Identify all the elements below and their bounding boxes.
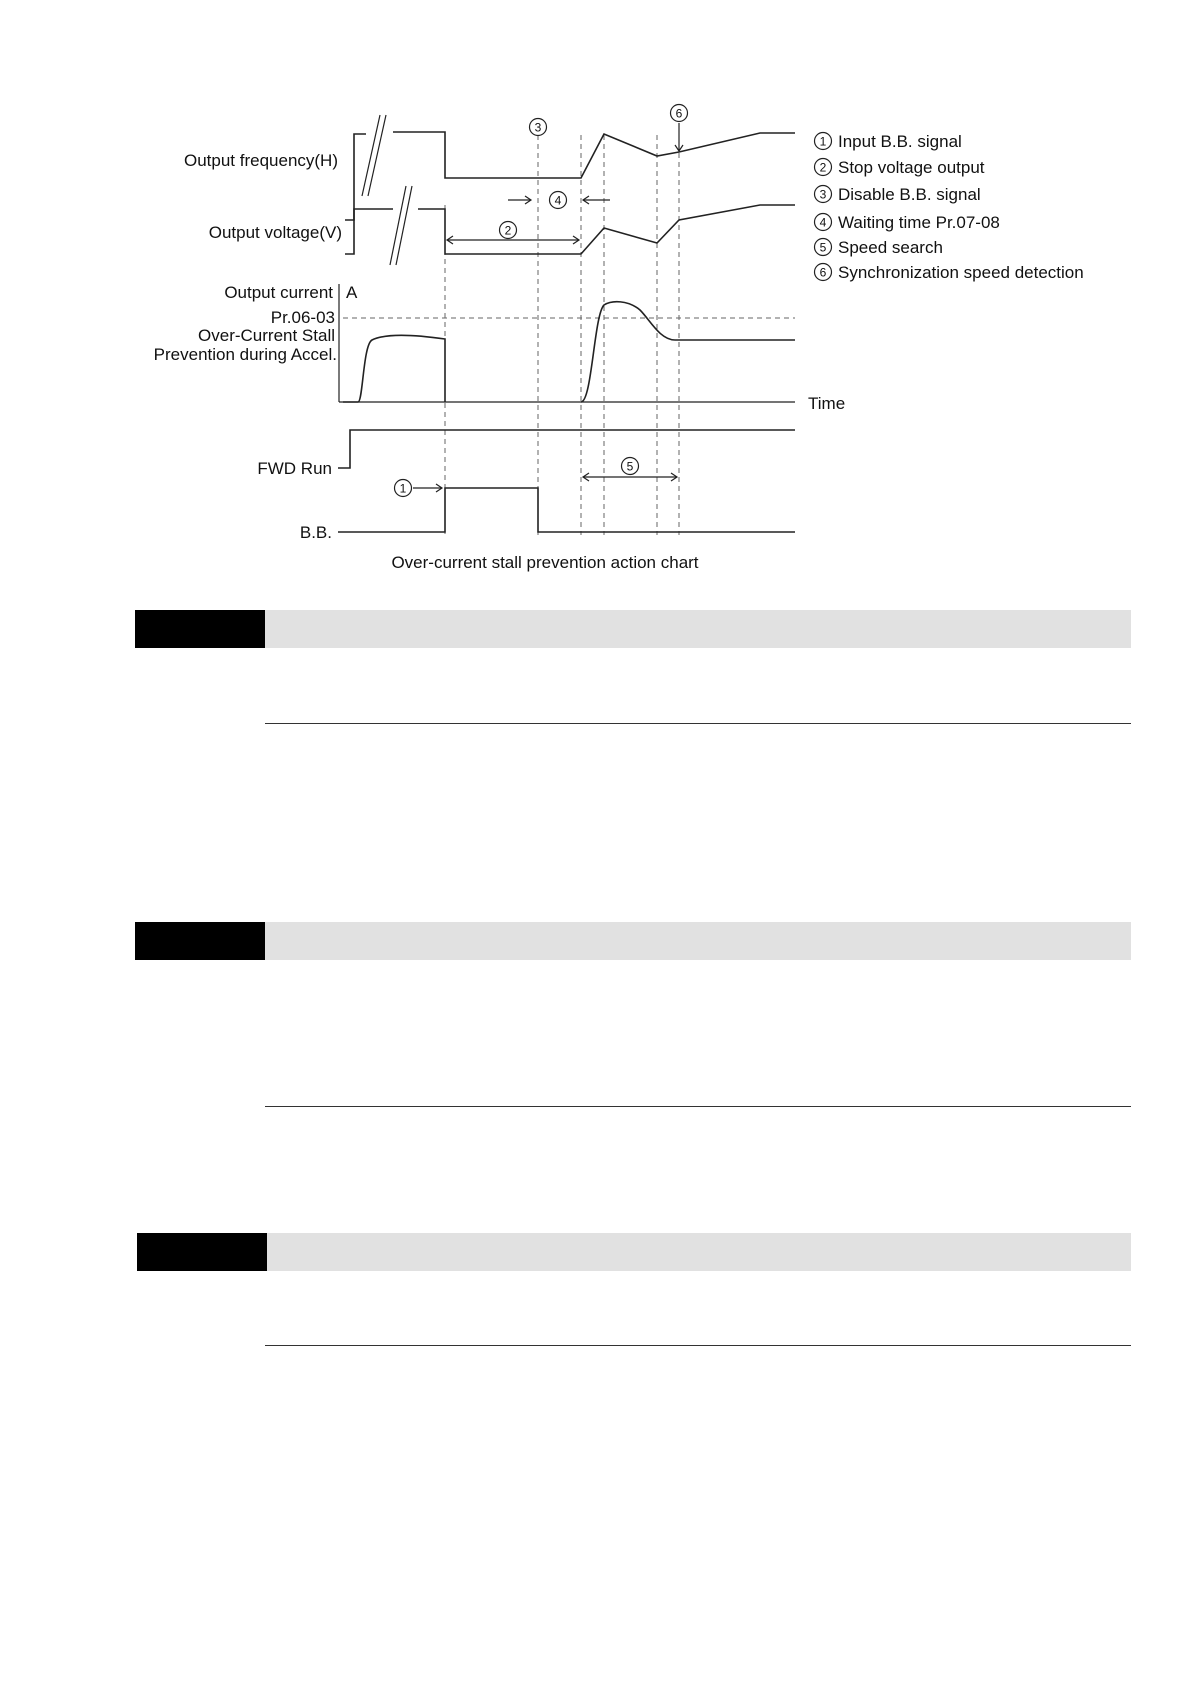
- output-current-label: Output current: [224, 283, 333, 302]
- legend-item-5: [815, 238, 943, 257]
- svg-text:1: 1: [819, 134, 827, 149]
- svg-text:2: 2: [819, 160, 827, 175]
- svg-text:Disable B.B. signal: Disable B.B. signal: [838, 185, 981, 204]
- svg-text:Input B.B. signal: Input B.B. signal: [838, 132, 962, 151]
- section-divider-1: [265, 723, 1131, 724]
- marker-5: [622, 458, 639, 475]
- svg-text:Waiting time Pr.07-08: Waiting time Pr.07-08: [838, 213, 1000, 232]
- bb-trace: [338, 488, 795, 532]
- section-number-tab-2: [135, 922, 265, 960]
- fwd-run-label: FWD Run: [257, 459, 332, 478]
- marker-1: [395, 480, 412, 497]
- legend: [815, 132, 1084, 282]
- marker-3: [530, 119, 547, 136]
- section-number-tab-3: [137, 1233, 267, 1271]
- section-divider-3: [265, 1345, 1131, 1346]
- svg-text:5: 5: [819, 240, 827, 255]
- svg-text:4: 4: [554, 193, 562, 208]
- svg-text:3: 3: [819, 187, 827, 202]
- voltage-trace: [418, 205, 795, 254]
- svg-text:3: 3: [534, 120, 542, 135]
- legend-item-6: [815, 263, 1084, 282]
- frequency-trace: [393, 132, 795, 178]
- marker-2: [500, 222, 517, 239]
- svg-text:2: 2: [504, 223, 512, 238]
- svg-text:Speed search: Speed search: [838, 238, 943, 257]
- current-unit-label: A: [346, 283, 358, 302]
- section-divider-2: [265, 1106, 1131, 1107]
- stall-label-line2: Prevention during Accel.: [153, 345, 337, 364]
- legend-item-4: [815, 213, 1000, 232]
- svg-text:1: 1: [399, 481, 407, 496]
- svg-text:Synchronization speed detectio: Synchronization speed detection: [838, 263, 1084, 282]
- legend-item-2: [815, 158, 985, 177]
- voltage-trace-left: [345, 209, 393, 254]
- stall-label-line1: Over-Current Stall: [198, 326, 335, 345]
- threshold-label: Pr.06-03: [270, 308, 335, 327]
- svg-text:6: 6: [675, 106, 683, 121]
- current-trace-accel: [343, 335, 445, 402]
- section-header-2: [135, 922, 1131, 960]
- marker-6: [671, 105, 688, 122]
- svg-text:6: 6: [819, 265, 827, 280]
- current-trace-search: [581, 302, 795, 402]
- svg-text:4: 4: [819, 215, 827, 230]
- marker-4: [550, 192, 567, 209]
- time-label: Time: [808, 394, 846, 413]
- svg-text:Stop voltage output: Stop voltage output: [838, 158, 985, 177]
- section-header-3: [137, 1233, 1131, 1271]
- section-number-tab-1: [135, 610, 265, 648]
- bb-label: B.B.: [299, 523, 332, 542]
- legend-item-1: [815, 132, 962, 151]
- section-header-1: [135, 610, 1131, 648]
- legend-item-3: [815, 185, 981, 204]
- diagram-caption: Over-current stall prevention action chart: [391, 553, 699, 572]
- output-frequency-label: Output frequency(H): [183, 151, 338, 170]
- frequency-trace-left: [345, 134, 366, 220]
- output-voltage-label: Output voltage(V): [208, 223, 342, 242]
- over-current-stall-chart: [0, 0, 1191, 600]
- fwd-run-trace: [338, 430, 795, 468]
- svg-text:5: 5: [626, 459, 634, 474]
